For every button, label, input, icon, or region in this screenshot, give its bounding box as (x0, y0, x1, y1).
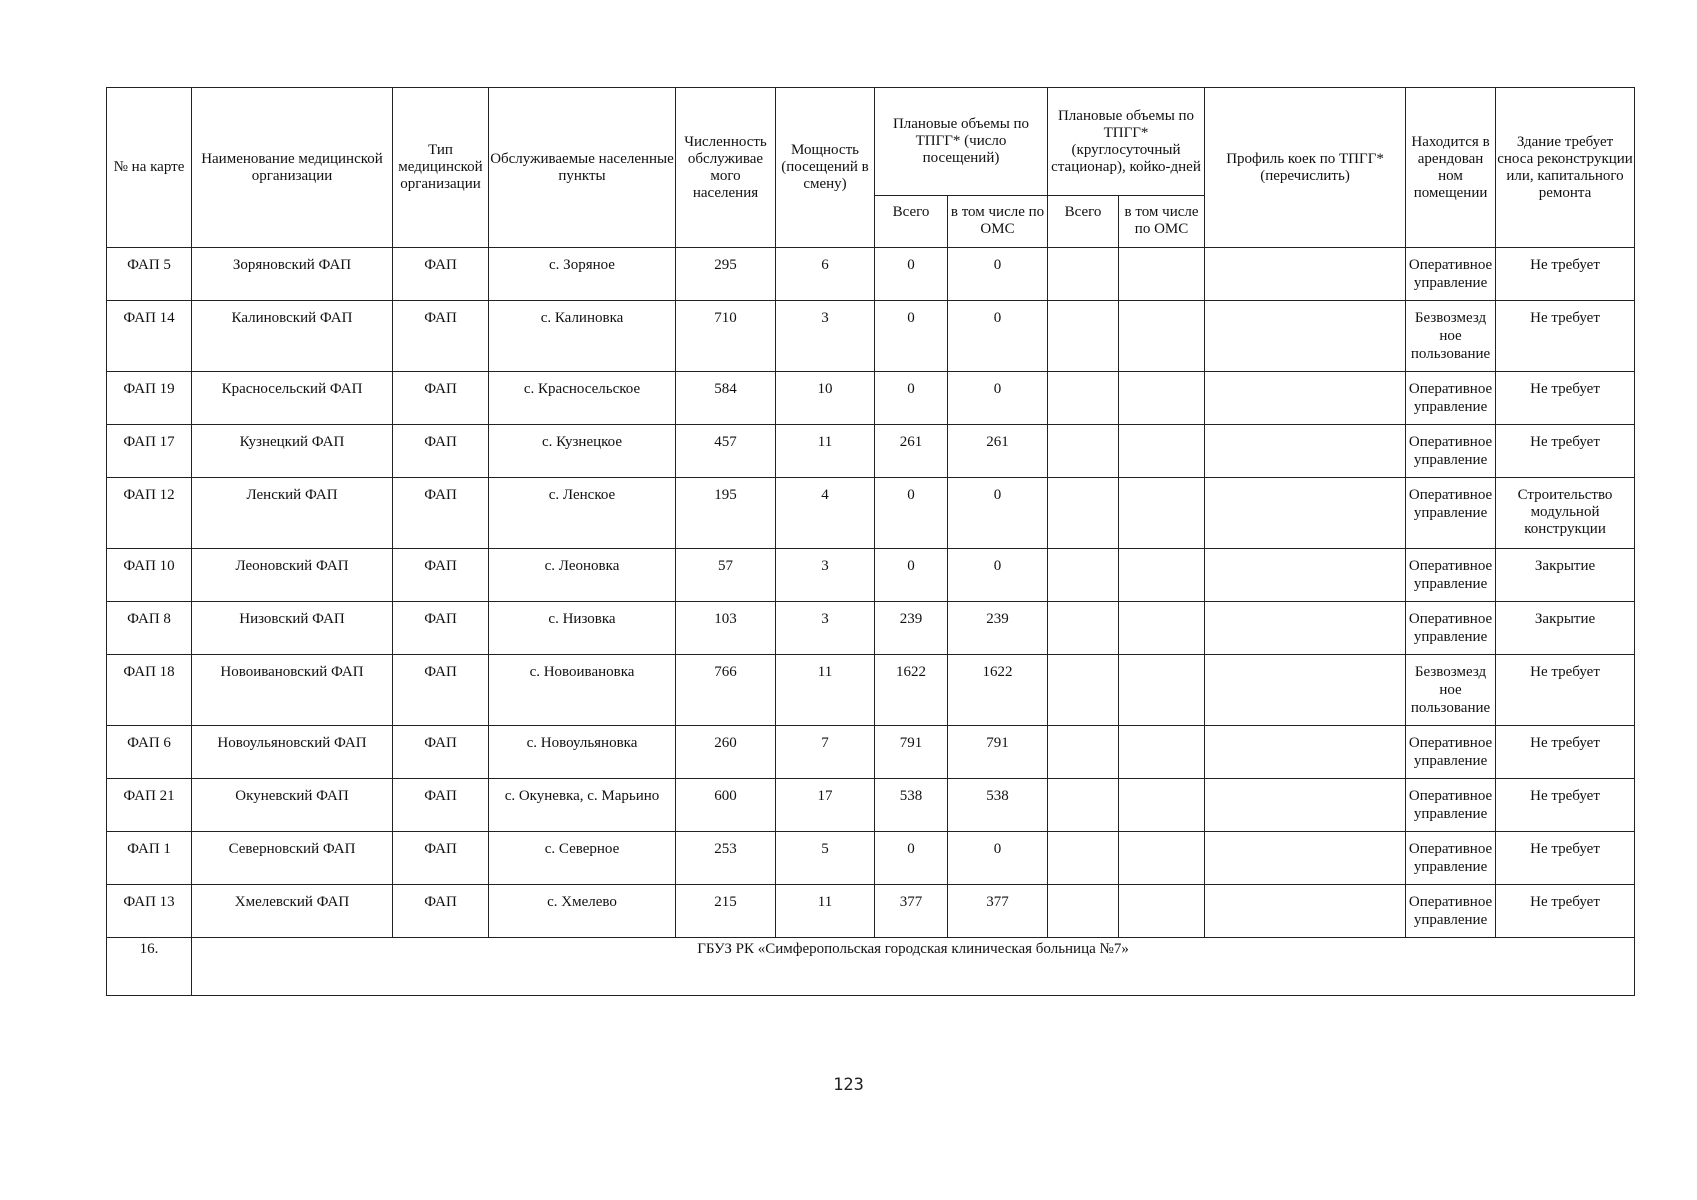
header-planned-bed-days: Плановые объемы по ТПГГ* (круглосуточный стационар), койко-дней (1048, 88, 1205, 196)
beds-total-cell (1048, 372, 1119, 425)
header-rented-premises: Находится в арендован ном помещении (1406, 88, 1496, 248)
organization-row (107, 938, 1635, 996)
settlements-cell: с. Кузнецкое (489, 425, 676, 478)
table-row (107, 726, 1635, 779)
header-bed-profile: Профиль коек по ТПГГ* (перечислить) (1205, 88, 1406, 248)
header-map-number: № на карте (107, 88, 192, 248)
org-name-cell: Калиновский ФАП (192, 301, 393, 372)
facilities-table (106, 87, 1635, 996)
capacity-cell: 6 (776, 248, 875, 301)
bed-profile-cell (1205, 425, 1406, 478)
premises-cell: Оперативное управление (1406, 602, 1496, 655)
header-visits-oms: в том числе по ОМС (948, 196, 1048, 248)
settlements-cell: с. Калиновка (489, 301, 676, 372)
beds-oms-cell (1119, 832, 1205, 885)
table-row (107, 301, 1635, 372)
beds-total-cell (1048, 832, 1119, 885)
table-row (107, 832, 1635, 885)
population-cell: 260 (676, 726, 776, 779)
visits-total-cell: 239 (875, 602, 948, 655)
bed-profile-cell (1205, 726, 1406, 779)
population-cell: 103 (676, 602, 776, 655)
org-name-cell: Северновский ФАП (192, 832, 393, 885)
visits-total-cell: 0 (875, 549, 948, 602)
beds-total-cell (1048, 425, 1119, 478)
beds-oms-cell (1119, 885, 1205, 938)
header-beds-oms: в том числе по ОМС (1119, 196, 1205, 248)
population-cell: 766 (676, 655, 776, 726)
visits-oms-cell: 791 (948, 726, 1048, 779)
beds-total-cell (1048, 726, 1119, 779)
visits-oms-cell: 538 (948, 779, 1048, 832)
visits-oms-cell: 261 (948, 425, 1048, 478)
org-type-cell: ФАП (393, 885, 489, 938)
capacity-cell: 11 (776, 425, 875, 478)
table-row (107, 602, 1635, 655)
map-number-cell: ФАП 17 (107, 425, 192, 478)
capacity-cell: 3 (776, 301, 875, 372)
bed-profile-cell (1205, 655, 1406, 726)
visits-total-cell: 0 (875, 832, 948, 885)
org-type-cell: ФАП (393, 478, 489, 549)
header-org-type: Тип медицинской организации (393, 88, 489, 248)
org-name-cell: Хмелевский ФАП (192, 885, 393, 938)
population-cell: 57 (676, 549, 776, 602)
table-row (107, 885, 1635, 938)
org-name-cell: Зоряновский ФАП (192, 248, 393, 301)
visits-total-cell: 1622 (875, 655, 948, 726)
header-visits-total: Всего (875, 196, 948, 248)
building-status-cell: Не требует (1496, 885, 1635, 938)
capacity-cell: 7 (776, 726, 875, 779)
settlements-cell: с. Хмелево (489, 885, 676, 938)
beds-total-cell (1048, 478, 1119, 549)
premises-cell: Оперативное управление (1406, 372, 1496, 425)
page-number: 123 (833, 1075, 864, 1095)
beds-total-cell (1048, 248, 1119, 301)
map-number-cell: ФАП 21 (107, 779, 192, 832)
visits-oms-cell: 0 (948, 248, 1048, 301)
table-row (107, 372, 1635, 425)
beds-oms-cell (1119, 602, 1205, 655)
capacity-cell: 17 (776, 779, 875, 832)
org-type-cell: ФАП (393, 372, 489, 425)
org-type-cell: ФАП (393, 726, 489, 779)
visits-oms-cell: 0 (948, 549, 1048, 602)
beds-oms-cell (1119, 301, 1205, 372)
settlements-cell: с. Зоряное (489, 248, 676, 301)
population-cell: 295 (676, 248, 776, 301)
settlements-cell: с. Красносельское (489, 372, 676, 425)
bed-profile-cell (1205, 832, 1406, 885)
bed-profile-cell (1205, 549, 1406, 602)
premises-cell: Оперативное управление (1406, 885, 1496, 938)
beds-oms-cell (1119, 372, 1205, 425)
population-cell: 457 (676, 425, 776, 478)
visits-total-cell: 0 (875, 301, 948, 372)
bed-profile-cell (1205, 602, 1406, 655)
org-type-cell: ФАП (393, 549, 489, 602)
map-number-cell: ФАП 14 (107, 301, 192, 372)
map-number-cell: ФАП 1 (107, 832, 192, 885)
building-status-cell: Закрытие (1496, 602, 1635, 655)
org-name-cell: Окуневский ФАП (192, 779, 393, 832)
org-type-cell: ФАП (393, 779, 489, 832)
premises-cell: Оперативное управление (1406, 425, 1496, 478)
beds-oms-cell (1119, 549, 1205, 602)
org-type-cell: ФАП (393, 425, 489, 478)
settlements-cell: с. Новоивановка (489, 655, 676, 726)
org-name-cell: Леоновский ФАП (192, 549, 393, 602)
population-cell: 584 (676, 372, 776, 425)
settlements-cell: с. Ленское (489, 478, 676, 549)
premises-cell: Оперативное управление (1406, 248, 1496, 301)
bed-profile-cell (1205, 301, 1406, 372)
org-name-cell: Кузнецкий ФАП (192, 425, 393, 478)
building-status-cell: Не требует (1496, 779, 1635, 832)
settlements-cell: с. Новоульяновка (489, 726, 676, 779)
header-beds-total: Всего (1048, 196, 1119, 248)
table-row (107, 549, 1635, 602)
capacity-cell: 11 (776, 655, 875, 726)
visits-oms-cell: 239 (948, 602, 1048, 655)
beds-oms-cell (1119, 425, 1205, 478)
bed-profile-cell (1205, 372, 1406, 425)
map-number-cell: ФАП 8 (107, 602, 192, 655)
map-number-cell: ФАП 13 (107, 885, 192, 938)
table-row (107, 655, 1635, 726)
settlements-cell: с. Леоновка (489, 549, 676, 602)
bed-profile-cell (1205, 478, 1406, 549)
beds-total-cell (1048, 885, 1119, 938)
premises-cell: Оперативное управление (1406, 549, 1496, 602)
organization-number: 16. (107, 938, 192, 996)
map-number-cell: ФАП 6 (107, 726, 192, 779)
beds-oms-cell (1119, 655, 1205, 726)
beds-total-cell (1048, 655, 1119, 726)
premises-cell: Безвозмезд ное пользование (1406, 301, 1496, 372)
population-cell: 710 (676, 301, 776, 372)
visits-total-cell: 0 (875, 478, 948, 549)
visits-oms-cell: 377 (948, 885, 1048, 938)
beds-oms-cell (1119, 779, 1205, 832)
header-building-status: Здание требует сноса реконструкции или, капитального ремонта (1496, 88, 1635, 248)
map-number-cell: ФАП 10 (107, 549, 192, 602)
table-row (107, 248, 1635, 301)
org-type-cell: ФАП (393, 832, 489, 885)
beds-total-cell (1048, 549, 1119, 602)
premises-cell: Оперативное управление (1406, 779, 1496, 832)
capacity-cell: 10 (776, 372, 875, 425)
org-type-cell: ФАП (393, 301, 489, 372)
beds-total-cell (1048, 602, 1119, 655)
capacity-cell: 11 (776, 885, 875, 938)
capacity-cell: 4 (776, 478, 875, 549)
org-type-cell: ФАП (393, 655, 489, 726)
capacity-cell: 5 (776, 832, 875, 885)
beds-oms-cell (1119, 478, 1205, 549)
table-row (107, 425, 1635, 478)
population-cell: 253 (676, 832, 776, 885)
visits-total-cell: 538 (875, 779, 948, 832)
building-status-cell: Не требует (1496, 726, 1635, 779)
organization-name: ГБУЗ РК «Симферопольская городская клиническая больница №7» (192, 938, 1635, 996)
beds-oms-cell (1119, 726, 1205, 779)
bed-profile-cell (1205, 779, 1406, 832)
visits-oms-cell: 0 (948, 832, 1048, 885)
visits-oms-cell: 0 (948, 372, 1048, 425)
table-row (107, 779, 1635, 832)
org-name-cell: Красносельский ФАП (192, 372, 393, 425)
header-settlements: Обслуживаемые населенные пункты (489, 88, 676, 248)
table-row (107, 478, 1635, 549)
header-population: Численность обслуживае мого населения (676, 88, 776, 248)
visits-oms-cell: 0 (948, 301, 1048, 372)
visits-total-cell: 377 (875, 885, 948, 938)
header-planned-visits: Плановые объемы по ТПГГ* (число посещений) (875, 88, 1048, 196)
building-status-cell: Не требует (1496, 832, 1635, 885)
org-name-cell: Новоивановский ФАП (192, 655, 393, 726)
building-status-cell: Не требует (1496, 372, 1635, 425)
capacity-cell: 3 (776, 602, 875, 655)
premises-cell: Оперативное управление (1406, 478, 1496, 549)
org-type-cell: ФАП (393, 602, 489, 655)
population-cell: 195 (676, 478, 776, 549)
map-number-cell: ФАП 19 (107, 372, 192, 425)
bed-profile-cell (1205, 248, 1406, 301)
visits-total-cell: 0 (875, 248, 948, 301)
building-status-cell: Не требует (1496, 248, 1635, 301)
population-cell: 215 (676, 885, 776, 938)
header-org-name: Наименование медицинской организации (192, 88, 393, 248)
map-number-cell: ФАП 5 (107, 248, 192, 301)
visits-total-cell: 0 (875, 372, 948, 425)
org-type-cell: ФАП (393, 248, 489, 301)
visits-total-cell: 261 (875, 425, 948, 478)
visits-oms-cell: 0 (948, 478, 1048, 549)
building-status-cell: Не требует (1496, 425, 1635, 478)
capacity-cell: 3 (776, 549, 875, 602)
premises-cell: Оперативное управление (1406, 726, 1496, 779)
beds-oms-cell (1119, 248, 1205, 301)
premises-cell: Безвозмезд ное пользование (1406, 655, 1496, 726)
visits-total-cell: 791 (875, 726, 948, 779)
building-status-cell: Строительство модульной конструкции (1496, 478, 1635, 549)
visits-oms-cell: 1622 (948, 655, 1048, 726)
org-name-cell: Новоульяновский ФАП (192, 726, 393, 779)
settlements-cell: с. Низовка (489, 602, 676, 655)
settlements-cell: с. Окуневка, с. Марьино (489, 779, 676, 832)
header-capacity: Мощность (посещений в смену) (776, 88, 875, 248)
population-cell: 600 (676, 779, 776, 832)
table-body (107, 248, 1635, 938)
map-number-cell: ФАП 12 (107, 478, 192, 549)
org-name-cell: Ленский ФАП (192, 478, 393, 549)
org-name-cell: Низовский ФАП (192, 602, 393, 655)
premises-cell: Оперативное управление (1406, 832, 1496, 885)
bed-profile-cell (1205, 885, 1406, 938)
beds-total-cell (1048, 779, 1119, 832)
map-number-cell: ФАП 18 (107, 655, 192, 726)
beds-total-cell (1048, 301, 1119, 372)
building-status-cell: Не требует (1496, 655, 1635, 726)
building-status-cell: Не требует (1496, 301, 1635, 372)
building-status-cell: Закрытие (1496, 549, 1635, 602)
settlements-cell: с. Северное (489, 832, 676, 885)
